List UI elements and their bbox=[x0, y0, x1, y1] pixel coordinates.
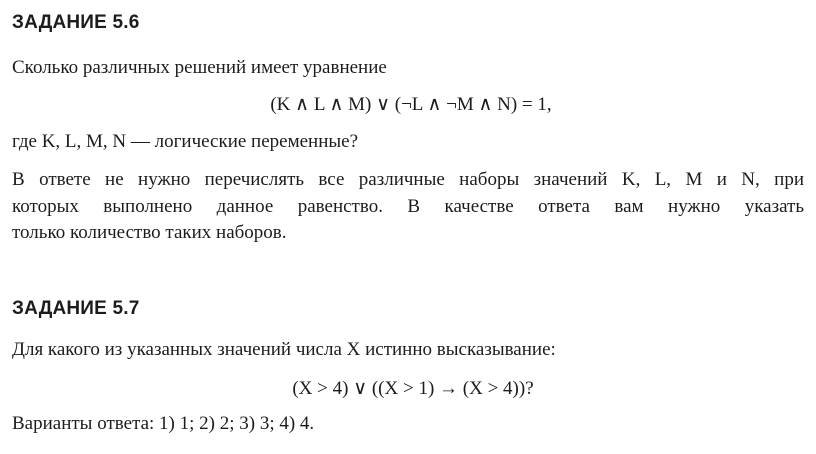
task-5-6-instruction-line-3: только количество таких наборов. bbox=[12, 222, 287, 243]
task-5-7-heading: ЗАДАНИЕ 5.7 bbox=[12, 298, 140, 319]
task-5-6-equation: (K ∧ L ∧ M) ∨ (¬L ∧ ¬M ∧ N) = 1, bbox=[270, 94, 552, 115]
task-5-6-heading: ЗАДАНИЕ 5.6 bbox=[12, 12, 140, 33]
task-5-6-variables-note: где K, L, M, N — логические переменные? bbox=[12, 131, 359, 152]
task-5-6-instruction-line-1: В ответе не нужно перечислять все различные наборы значений K, L, M и N, при bbox=[12, 169, 804, 190]
task-5-7-question: Для какого из указанных значений числа X истинно высказывание: bbox=[12, 339, 556, 360]
task-5-7-answer-options: Варианты ответа: 1) 1; 2) 2; 3) 3; 4) 4. bbox=[12, 413, 315, 434]
task-5-6-question: Сколько различных решений имеет уравнение bbox=[12, 57, 387, 78]
task-5-7-expression: (X > 4) ∨ ((X > 1) → (X > 4))? bbox=[292, 378, 534, 399]
task-5-6-instruction-line-2: которых выполнено данное равенство. В качестве ответа вам нужно указать bbox=[12, 196, 804, 217]
